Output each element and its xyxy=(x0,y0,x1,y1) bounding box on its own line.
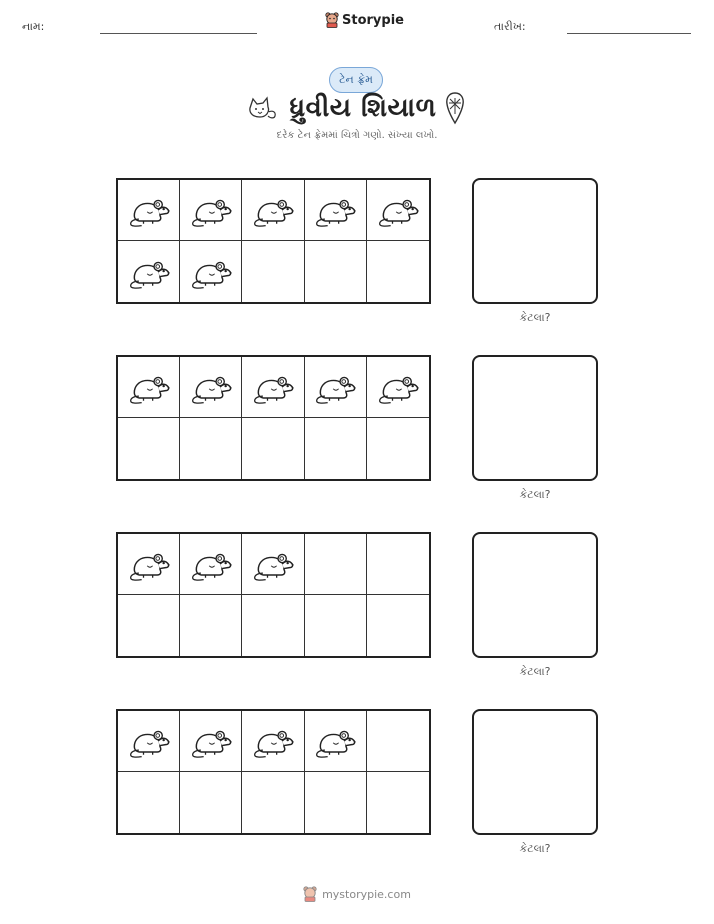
name-field[interactable] xyxy=(100,33,257,34)
ten-frame-cell xyxy=(242,772,304,833)
footer-url[interactable]: mystorypie.com xyxy=(322,887,411,901)
ten-frame-cell xyxy=(242,418,304,479)
ten-frame-cell xyxy=(180,241,242,302)
ten-frame-cell xyxy=(367,241,429,302)
ten-frame-cell xyxy=(305,772,367,833)
ten-frame-cell xyxy=(180,711,242,772)
ten-frame-cell xyxy=(305,595,367,656)
mouse-icon xyxy=(189,253,233,291)
mouse-icon xyxy=(127,191,171,229)
page-title: ધ્રુવીય શિયાળ xyxy=(289,93,437,123)
mouse-icon xyxy=(189,545,233,583)
ten-frame-cell xyxy=(118,180,180,241)
ten-frame-cell xyxy=(242,180,304,241)
ten-frame-cell xyxy=(305,357,367,418)
ten-frame-cell xyxy=(305,241,367,302)
mouse-icon xyxy=(189,191,233,229)
mouse-icon xyxy=(189,722,233,760)
ten-frame-cell xyxy=(242,534,304,595)
ten-frame xyxy=(116,178,431,304)
title-row xyxy=(246,88,466,128)
storypie-bear-icon xyxy=(325,12,339,28)
mouse-icon xyxy=(189,368,233,406)
mouse-icon xyxy=(127,253,171,291)
ten-frame-cell xyxy=(118,418,180,479)
ten-frame-cell xyxy=(242,241,304,302)
date-field[interactable] xyxy=(567,33,691,34)
ten-frame xyxy=(116,355,431,481)
arctic-fox-icon xyxy=(246,94,278,122)
ten-frame-cell xyxy=(118,357,180,418)
ten-frame-cell xyxy=(367,418,429,479)
storypie-bear-icon xyxy=(303,886,317,902)
name-label: નામ: xyxy=(22,20,45,33)
ten-frame-cell xyxy=(118,534,180,595)
ten-frame-cell xyxy=(118,711,180,772)
how-many-label: કેટલા? xyxy=(519,311,551,324)
mouse-icon xyxy=(313,368,357,406)
answer-box[interactable] xyxy=(472,178,598,304)
ten-frame-cell xyxy=(180,534,242,595)
mouse-icon xyxy=(127,722,171,760)
ten-frame-cell xyxy=(305,180,367,241)
mouse-icon xyxy=(251,191,295,229)
ten-frame-cell xyxy=(118,241,180,302)
how-many-label: કેટલા? xyxy=(519,665,551,678)
ten-frame-cell xyxy=(180,772,242,833)
mouse-icon xyxy=(251,722,295,760)
mouse-icon xyxy=(127,545,171,583)
ten-frame-cell xyxy=(180,418,242,479)
date-label: તારીખ: xyxy=(494,20,526,33)
ten-frame-cell xyxy=(305,418,367,479)
mouse-icon xyxy=(313,722,357,760)
ten-frame-cell xyxy=(367,595,429,656)
ten-frame-cell xyxy=(305,534,367,595)
answer-box[interactable] xyxy=(472,355,598,481)
ten-frame-cell xyxy=(242,357,304,418)
topic-badge: ટેન ફ્રેમ xyxy=(329,67,383,93)
ten-frame-cell xyxy=(118,595,180,656)
ten-frame xyxy=(116,709,431,835)
mouse-icon xyxy=(376,368,420,406)
footer xyxy=(0,886,714,902)
how-many-label: કેટલા? xyxy=(519,842,551,855)
mouse-icon xyxy=(127,368,171,406)
ten-frame-cell xyxy=(242,595,304,656)
answer-box[interactable] xyxy=(472,709,598,835)
ten-frame-cell xyxy=(242,711,304,772)
mouse-icon xyxy=(313,191,357,229)
ten-frame-cell xyxy=(180,180,242,241)
ten-frame xyxy=(116,532,431,658)
instructions: દરેક ટેન ફ્રેમમાં ચિત્રો ગણો. સંખ્યા લખો. xyxy=(276,130,438,141)
ten-frame-cell xyxy=(367,180,429,241)
mouse-icon xyxy=(376,191,420,229)
ten-frame-cell xyxy=(118,772,180,833)
how-many-label: કેટલા? xyxy=(519,488,551,501)
mouse-icon xyxy=(251,545,295,583)
brand-name: Storypie xyxy=(342,12,404,28)
ten-frame-cell xyxy=(180,357,242,418)
answer-box[interactable] xyxy=(472,532,598,658)
ten-frame-cell xyxy=(180,595,242,656)
ten-frame-cell xyxy=(367,772,429,833)
ten-frame-cell xyxy=(367,534,429,595)
mouse-icon xyxy=(251,368,295,406)
ten-frame-cell xyxy=(367,357,429,418)
brand-logo xyxy=(325,12,404,28)
ten-frame-cell xyxy=(305,711,367,772)
snowflake-ornament-icon xyxy=(444,91,466,125)
ten-frame-cell xyxy=(367,711,429,772)
